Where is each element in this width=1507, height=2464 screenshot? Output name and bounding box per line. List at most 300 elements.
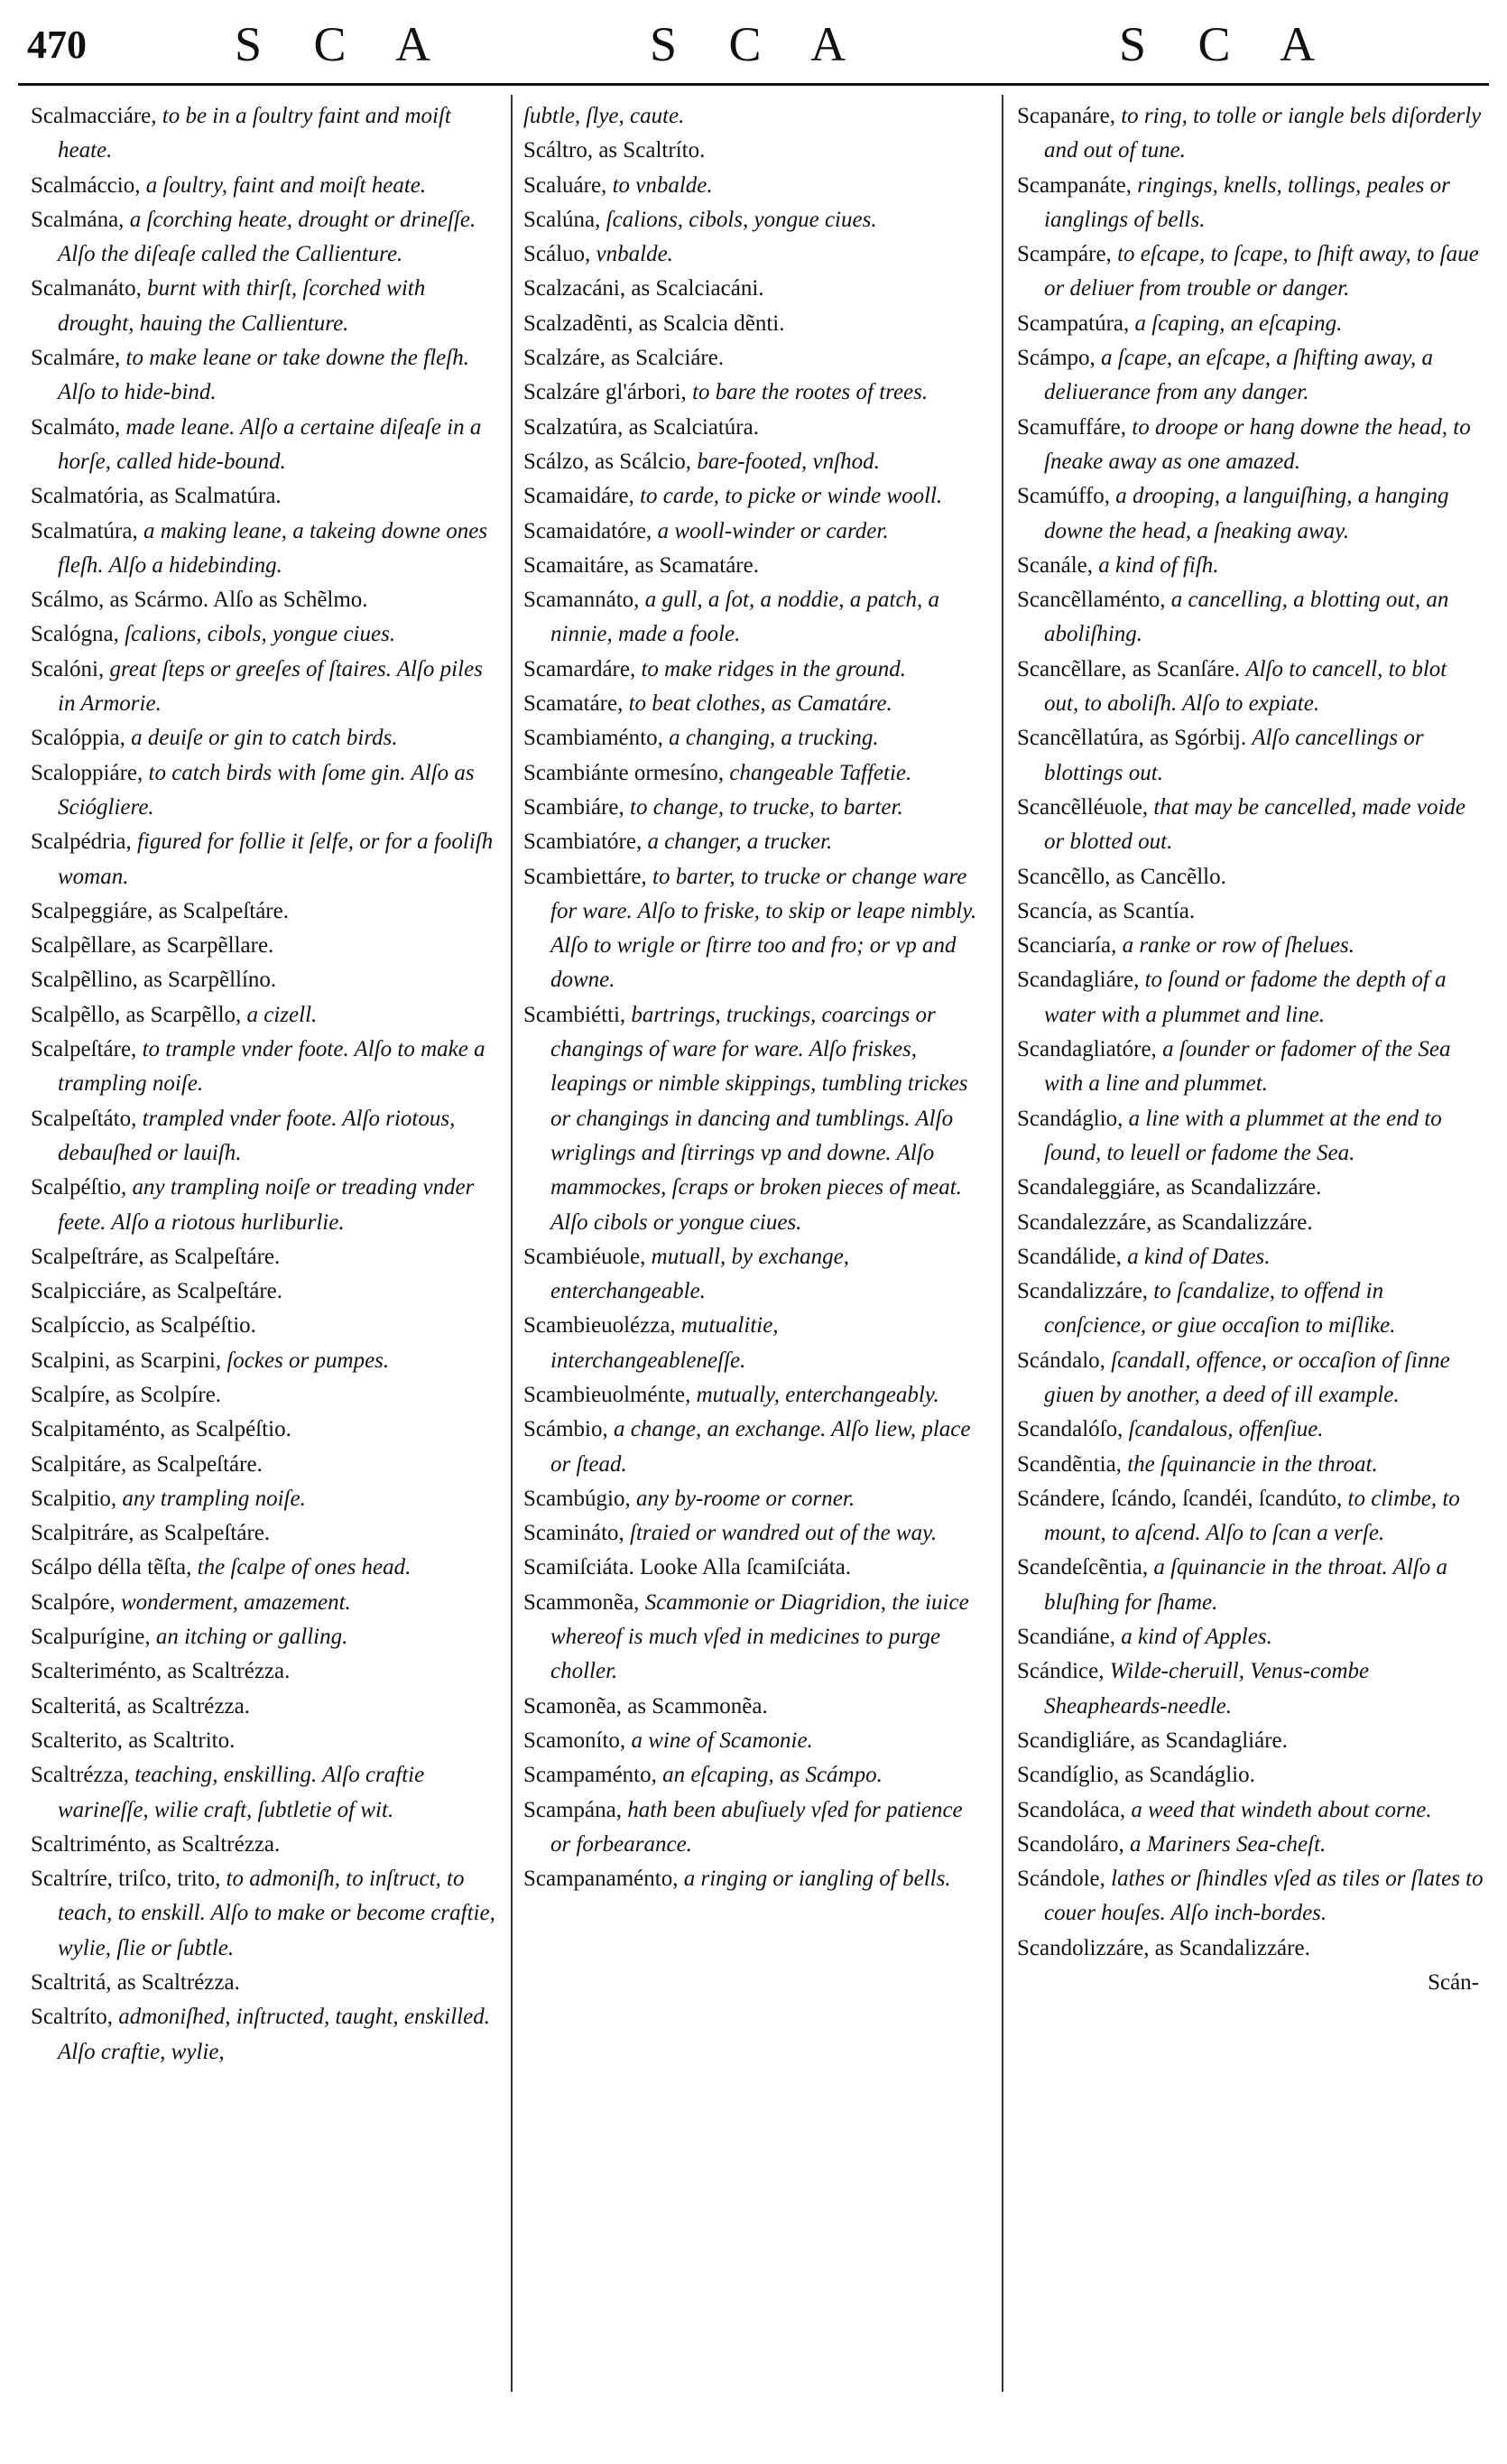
- entry-term: Scalpitráre, as Scalpeſtáre.: [31, 1521, 271, 1546]
- dictionary-entry: [31, 272, 500, 341]
- entry-term: Scambiétti,: [523, 1002, 626, 1027]
- entry-definition: figured for follie it ſelfe, or for a fooliſh woman.: [58, 829, 494, 889]
- dictionary-entry: [523, 1516, 979, 1551]
- dictionary-entry: [31, 825, 500, 894]
- entry-term: Scampána,: [523, 1797, 622, 1822]
- entry-term: Scamúffo,: [1017, 484, 1110, 509]
- entry-term: Scandáglio,: [1017, 1106, 1123, 1131]
- dictionary-entry: [1017, 1654, 1486, 1724]
- entry-definition: a making leane, a takeing downe ones fleſh. Alſo a hidebinding.: [58, 518, 488, 578]
- dictionary-entry: [31, 1448, 500, 1482]
- dictionary-entry: [1017, 1724, 1486, 1758]
- entry-term: Scalzadẽnti, as Scalcia dẽnti.: [523, 310, 785, 336]
- entry-definition: admoniſhed, inſtructed, taught, enskilled. Alſo craftie, wylie,: [58, 2005, 490, 2064]
- entry-term: Scandeſcẽntia,: [1017, 1555, 1149, 1580]
- entry-definition: an eſcaping, as Scámpo.: [662, 1763, 883, 1788]
- dictionary-entry: [523, 791, 979, 825]
- entry-definition: mutually, enterchangeably.: [696, 1382, 939, 1407]
- entry-term: Scalpíccio, as Scalpéſtio.: [31, 1313, 256, 1339]
- dictionary-entry: [1017, 169, 1486, 238]
- dictionary-entry: [31, 203, 500, 273]
- entry-definition: any trampling noiſe or treading vnder feete. Alſo a riotous hurliburlie.: [58, 1175, 475, 1235]
- entry-term: Scancẽllo, as Cancẽllo.: [1017, 864, 1226, 889]
- entry-definition: to vnbalde.: [612, 172, 713, 198]
- entry-definition: a gull, a ſot, a noddie, a patch, a ninnie, made a foole.: [550, 588, 940, 647]
- dictionary-entry: [31, 583, 500, 617]
- entry-definition: to make ridges in the ground.: [641, 656, 906, 681]
- entry-term: Scambiéuole,: [523, 1244, 646, 1269]
- dictionary-entry: [1017, 1102, 1486, 1172]
- entry-definition: to ring, to tolle or iangle bels diſorderly and out of tune.: [1044, 104, 1482, 163]
- entry-term: Scamatáre,: [523, 691, 624, 717]
- entry-term: Scáluo,: [523, 242, 591, 267]
- entry-term: Scalmacciáre,: [31, 104, 157, 128]
- entry-definition: burnt with thirſt, ſcorched with drought, hauing the Callienture.: [58, 276, 426, 336]
- entry-term: Scalzáre gl'árbori,: [523, 380, 687, 405]
- dictionary-entry: [523, 1793, 979, 1863]
- dictionary-entry: [1017, 1828, 1486, 1862]
- entry-term: Scaluáre,: [523, 172, 607, 198]
- dictionary-entry: [1017, 1793, 1486, 1828]
- column-2: [523, 99, 979, 2446]
- entry-term: Scandiáne,: [1017, 1625, 1115, 1650]
- entry-definition: wonderment, amazement.: [120, 1589, 351, 1615]
- entry-definition: a kind of fiſh.: [1098, 552, 1219, 578]
- dictionary-entry: [31, 894, 500, 929]
- entry-term: Scalterito, as Scaltrito.: [31, 1728, 236, 1753]
- dictionary-entry: [523, 1240, 979, 1310]
- entry-term: Scandoláca,: [1017, 1797, 1126, 1822]
- dictionary-entry: [523, 1758, 979, 1792]
- entry-definition: a drooping, a languiſhing, a hanging downe the head, a ſneaking away.: [1044, 484, 1449, 543]
- entry-definition: that may be cancelled, made voide or blotted out.: [1044, 794, 1466, 855]
- entry-definition: to change, to trucke, to barter.: [630, 794, 903, 820]
- dictionary-entry: [31, 1240, 500, 1274]
- dictionary-entry: [523, 375, 979, 410]
- entry-term: Scancẽllatúra, as Sgórbij.: [1017, 726, 1247, 751]
- entry-term: Scampatúra,: [1017, 310, 1130, 336]
- entry-definition: the ſcalpe of ones head.: [197, 1555, 411, 1580]
- dictionary-entry: [1017, 479, 1486, 549]
- entry-term: Scalpéſtio,: [31, 1175, 127, 1200]
- column-1: [31, 99, 500, 2446]
- entry-term: Scandoláro,: [1017, 1831, 1124, 1857]
- entry-definition: mutuall, by exchange, enterchangeable.: [550, 1244, 850, 1304]
- dictionary-entry: [31, 1690, 500, 1724]
- entry-definition: a ſquinancie in the throat. Alſo a bluſhing for ſhame.: [1044, 1555, 1447, 1615]
- entry-term: Scalzacáni, as Scalciacáni.: [523, 276, 764, 301]
- entry-term: Scancẽllaménto,: [1017, 588, 1166, 613]
- entry-definition: trampled vnder foote. Alſo riotous, debauſhed or lauiſh.: [58, 1106, 456, 1165]
- dictionary-entry: [523, 756, 979, 791]
- dictionary-entry: [1017, 307, 1486, 341]
- entry-definition: vnbalde.: [596, 242, 673, 267]
- dictionary-entry: [523, 169, 979, 203]
- dictionary-entry: [31, 1344, 500, 1378]
- entry-term: Scandolizzáre, as Scandalizzáre.: [1017, 1935, 1310, 1960]
- dictionary-entry: [31, 1828, 500, 1862]
- entry-term: Scálpo délla tẽſta,: [31, 1555, 192, 1580]
- entry-definition: changeable Taffetie.: [729, 760, 912, 785]
- entry-definition: ſcandall, offence, or occaſion of ſinne giuen by another, a deed of ill example.: [1044, 1348, 1450, 1407]
- dictionary-entry: [523, 307, 979, 341]
- dictionary-entry: [31, 1551, 500, 1585]
- dictionary-entry: [31, 617, 500, 652]
- entry-term: Scándalo,: [1017, 1348, 1105, 1373]
- dictionary-entry: [523, 99, 979, 134]
- dictionary-entry: [31, 514, 500, 584]
- entry-term: Scaltríre, triſco, trito,: [31, 1867, 221, 1892]
- dictionary-entry: [523, 1690, 979, 1724]
- entry-term: Scámbio,: [523, 1417, 608, 1442]
- entry-term: Scandẽntia,: [1017, 1451, 1122, 1477]
- entry-term: Scancẽlléuole,: [1017, 794, 1149, 820]
- entry-definition: a cizell.: [246, 1002, 318, 1027]
- dictionary-entry: [31, 653, 500, 722]
- entry-definition: ſcalions, cibols, yongue ciues.: [125, 622, 396, 647]
- entry-term: Scalpeſtáto,: [31, 1106, 137, 1131]
- entry-definition: an itching or galling.: [155, 1625, 348, 1650]
- entry-definition: to eſcape, to ſcape, to ſhift away, to ſaue or deliuer from trouble or danger.: [1044, 242, 1479, 301]
- entry-term: Scaltritá, as Scaltrézza.: [31, 1970, 240, 1996]
- entry-definition: a line with a plummet at the end to ſound, to leuell or fadome the Sea.: [1044, 1106, 1442, 1165]
- entry-definition: a Mariners Sea-cheſt.: [1129, 1831, 1327, 1857]
- entry-definition: ſockes or pumpes.: [227, 1348, 390, 1373]
- dictionary-entry: [523, 721, 979, 755]
- dictionary-entry: [1017, 1862, 1486, 1931]
- dictionary-entry: [1017, 860, 1486, 894]
- dictionary-entry: [31, 1413, 500, 1447]
- dictionary-entry: [1017, 1171, 1486, 1205]
- entry-term: Scalpitáre, as Scalpeſtáre.: [31, 1451, 263, 1477]
- entry-term: Scamináto,: [523, 1521, 624, 1546]
- dictionary-entry: [523, 1413, 979, 1482]
- entry-term: Scálmo, as Scármo. Alſo as Schẽlmo.: [31, 588, 368, 613]
- dictionary-entry: [1017, 791, 1486, 860]
- entry-term: Scaloppiáre,: [31, 760, 143, 785]
- dictionary-entry: [523, 549, 979, 583]
- header-rule: [18, 83, 1489, 86]
- running-head-right: S C A: [1119, 17, 1336, 71]
- entry-definition: ſubtle, ſlye, caute.: [523, 104, 685, 128]
- entry-term: Scalpeſtráre, as Scalpeſtáre.: [31, 1244, 281, 1269]
- dictionary-entry: [523, 583, 979, 653]
- entry-definition: mutualitie, interchangeableneſſe.: [550, 1313, 779, 1373]
- entry-definition: to admoniſh, to inſtruct, to teach, to enskill. Alſo to make or become craftie, wylie, ſlie or ſubtle.: [58, 1867, 495, 1960]
- entry-term: Scálzo, as Scálcio,: [523, 449, 692, 474]
- entry-term: Scándice,: [1017, 1659, 1105, 1684]
- entry-term: Scampáre,: [1017, 242, 1112, 267]
- entry-term: Scalzáre, as Scalciáre.: [523, 346, 725, 371]
- dictionary-entry: [31, 1033, 500, 1102]
- entry-term: Scandíglio, as Scandáglio.: [1017, 1763, 1255, 1788]
- dictionary-entry: [523, 1309, 979, 1378]
- dictionary-entry: [523, 998, 979, 1240]
- dictionary-entry: [1017, 237, 1486, 307]
- dictionary-entry: [1017, 929, 1486, 963]
- dictionary-entry: [1017, 1482, 1486, 1552]
- dictionary-entry: [523, 1482, 979, 1516]
- dictionary-entry: [1017, 99, 1486, 169]
- entry-term: Scampanaménto,: [523, 1867, 679, 1892]
- entry-definition: to trample vnder foote. Alſo to make a trampling noiſe.: [58, 1037, 485, 1097]
- entry-definition: lathes or ſhindles vſed as tiles or ſlates to couer houſes. Alſo inch-bordes.: [1044, 1867, 1484, 1926]
- entry-definition: to carde, to picke or winde wooll.: [640, 484, 943, 509]
- dictionary-entry: [523, 653, 979, 687]
- entry-definition: a wine of Scamonie.: [631, 1728, 813, 1753]
- dictionary-entry: [31, 341, 500, 411]
- dictionary-entry: [31, 411, 500, 480]
- column-3: [1017, 99, 1486, 2446]
- entry-definition: a ringing or iangling of bells.: [683, 1867, 951, 1892]
- dictionary-entry: [1017, 341, 1486, 411]
- entry-term: Scandalóſo,: [1017, 1417, 1123, 1442]
- entry-term: Scalpicciáre, as Scalpeſtáre.: [31, 1279, 283, 1304]
- dictionary-entry: [523, 1724, 979, 1758]
- entry-definition: bare-footed, vnſhod.: [697, 449, 880, 474]
- dictionary-entry: [31, 1654, 500, 1689]
- entry-term: Scalmáto,: [31, 414, 121, 440]
- dictionary-entry: [1017, 1551, 1486, 1620]
- entry-term: Scammonẽa,: [523, 1589, 640, 1615]
- dictionary-entry: [1017, 549, 1486, 583]
- entry-term: Scalpurígine,: [31, 1625, 151, 1650]
- entry-definition: ſcalions, cibols, yongue ciues.: [606, 207, 877, 232]
- entry-term: Scamonẽa, as Scammonẽa.: [523, 1693, 768, 1718]
- catchword: Scán-: [1428, 1970, 1479, 1996]
- entry-definition: to catch birds with ſome gin. Alſo as Sciógliere.: [58, 760, 475, 820]
- entry-term: Scalógna,: [31, 622, 119, 647]
- entry-term: Scambieuolézza,: [523, 1313, 676, 1339]
- entry-term: Scalpíre, as Scolpíre.: [31, 1382, 222, 1407]
- entry-term: Scamannáto,: [523, 588, 640, 613]
- entry-term: Scambiaménto,: [523, 726, 663, 751]
- entry-term: Scalmatúra,: [31, 518, 138, 543]
- entry-definition: to beat clothes, as Camatáre.: [628, 691, 892, 717]
- dictionary-entry: [31, 1516, 500, 1551]
- entry-definition: to barter, to trucke or change ware for ware. Alſo to friske, to skip or leape nimbly. Alſo to wrigle or ſtirre too and fro; or vp and downe.: [550, 864, 977, 993]
- entry-term: Scalúna,: [523, 207, 601, 232]
- entry-term: Scanciaría,: [1017, 933, 1117, 959]
- entry-term: Scalpeggiáre, as Scalpeſtáre.: [31, 898, 289, 923]
- entry-term: Scámpo,: [1017, 346, 1096, 371]
- entry-definition: hath been abuſiuely vſed for patience or forbearance.: [550, 1797, 963, 1857]
- entry-definition: made leane. Alſo a certaine diſeaſe in a horſe, called hide-bound.: [58, 414, 482, 474]
- dictionary-entry: [523, 134, 979, 168]
- dictionary-entry: [31, 998, 500, 1033]
- entry-definition: to make leane or take downe the fleſh. Alſo to hide-bind.: [58, 346, 469, 405]
- entry-definition: a ſcape, an eſcape, a ſhifting away, a deliuerance from any danger.: [1044, 346, 1434, 405]
- dictionary-entry: [523, 860, 979, 998]
- entry-definition: Wilde-cheruill, Venus-combe Sheapheards-needle.: [1044, 1659, 1370, 1718]
- dictionary-entry: [31, 963, 500, 997]
- dictionary-entry: [523, 1586, 979, 1690]
- entry-term: Scambúgio,: [523, 1486, 631, 1511]
- page-header: [18, 5, 1489, 78]
- dictionary-entry: [31, 479, 500, 514]
- dictionary-entry: [523, 479, 979, 514]
- dictionary-entry: [1017, 1413, 1486, 1447]
- dictionary-entry: [1017, 1206, 1486, 1240]
- dictionary-entry: [523, 514, 979, 549]
- entry-term: Scalzatúra, as Scalciatúra.: [523, 414, 759, 440]
- dictionary-entry: [31, 1378, 500, 1413]
- entry-term: Scamuffáre,: [1017, 414, 1127, 440]
- dictionary-entry: [1017, 1274, 1486, 1344]
- running-head-center: S C A: [650, 17, 866, 71]
- dictionary-entry: [523, 1378, 979, 1413]
- dictionary-entry: [31, 756, 500, 826]
- entry-definition: bartrings, truckings, coarcings or changings of ware for ware. Alſo friskes, leapings or nimble skippings, tumbling trickes or changings in dancing and tumblings. Alſo wriglings and ſtirrings vp and downe. Alſo mammockes, ſcraps or broken pieces of meat. Alſo cibols or yongue ciues.: [550, 1002, 968, 1235]
- entry-definition: great ſteps or greeſes of ſtaires. Alſo piles in Armorie.: [58, 656, 483, 717]
- dictionary-entry: [31, 1274, 500, 1309]
- entry-term: Scaltríto,: [31, 2005, 113, 2030]
- entry-definition: a weed that windeth about corne.: [1131, 1797, 1432, 1822]
- entry-term: Scamaidatóre,: [523, 518, 652, 543]
- entry-term: Scalteriménto, as Scaltrézza.: [31, 1659, 291, 1684]
- dictionary-entry: [523, 445, 979, 479]
- dictionary-entry: [31, 1102, 500, 1172]
- entry-term: Scalpẽllare, as Scarpẽllare.: [31, 933, 274, 959]
- dictionary-entry: [523, 411, 979, 445]
- dictionary-entry: [1017, 653, 1486, 722]
- dictionary-entry: [31, 1724, 500, 1758]
- entry-definition: a ranke or row of ſhelues.: [1122, 933, 1354, 959]
- dictionary-entry: [31, 1482, 500, 1516]
- entry-term: Scandaleggiáre, as Scandalizzáre.: [1017, 1175, 1322, 1200]
- entry-term: Scalmáccio,: [31, 172, 141, 198]
- entry-term: Scapanáre,: [1017, 104, 1115, 128]
- dictionary-entry: [31, 1171, 500, 1240]
- dictionary-entry: [523, 1551, 979, 1585]
- dictionary-entry: [1017, 583, 1486, 653]
- dictionary-entry: [523, 237, 979, 272]
- entry-term: Scambiáre,: [523, 794, 624, 820]
- entry-term: Scaltriménto, as Scaltrézza.: [31, 1831, 281, 1857]
- dictionary-entry: [1017, 1931, 1486, 1966]
- entry-term: Scamoníto,: [523, 1728, 626, 1753]
- dictionary-entry: [31, 169, 500, 203]
- dictionary-entry: [31, 1586, 500, 1620]
- dictionary-entry: [523, 1862, 979, 1896]
- dictionary-entry: [1017, 894, 1486, 929]
- entry-term: Scalmanáto,: [31, 276, 142, 301]
- entry-term: Scalpini, as Scarpini,: [31, 1348, 222, 1373]
- entry-definition: to be in a ſoultry faint and moiſt heate.: [58, 104, 451, 163]
- entry-term: Scambiatóre,: [523, 829, 643, 855]
- entry-term: Scalmána,: [31, 207, 125, 232]
- entry-term: Scalóppia,: [31, 726, 125, 751]
- dictionary-entry: [1017, 963, 1486, 1033]
- entry-term: Scancía, as Scantía.: [1017, 898, 1196, 923]
- entry-term: Scandalezzáre, as Scandalizzáre.: [1017, 1209, 1313, 1235]
- entry-definition: to ſound or fadome the depth of a water with a plummet and line.: [1044, 968, 1447, 1027]
- entry-term: Scalpẽllino, as Scarpẽllíno.: [31, 968, 277, 993]
- entry-term: Scambiettáre,: [523, 864, 647, 889]
- entry-definition: a kind of Dates.: [1127, 1244, 1271, 1269]
- entry-term: Scalmatória, as Scalmatúra.: [31, 484, 282, 509]
- entry-definition: a ſcaping, an eſcaping.: [1134, 310, 1343, 336]
- entry-term: Scampanáte,: [1017, 172, 1133, 198]
- entry-definition: to bare the rootes of trees.: [692, 380, 929, 405]
- entry-term: Scancẽllare, as Scanſáre.: [1017, 656, 1241, 681]
- entry-term: Scampaménto,: [523, 1763, 657, 1788]
- entry-definition: a wooll-winder or carder.: [657, 518, 889, 543]
- dictionary-entry: [523, 341, 979, 375]
- dictionary-entry: [31, 1862, 500, 1966]
- dictionary-entry: [31, 1620, 500, 1654]
- entry-term: Scalpédria,: [31, 829, 132, 855]
- entry-definition: ringings, knells, tollings, peales or ianglings of bells.: [1044, 172, 1450, 232]
- entry-term: Scalpeſtáre,: [31, 1037, 137, 1062]
- entry-term: Scalpitio,: [31, 1486, 117, 1511]
- entry-definition: a ſoultry, faint and moiſt heate.: [145, 172, 427, 198]
- entry-definition: a change, an exchange. Alſo liew, place or ſtead.: [550, 1417, 971, 1477]
- entry-term: Scamaitáre, as Scamatáre.: [523, 552, 759, 578]
- entry-definition: a ſounder or fadomer of the Sea with a line and plummet.: [1044, 1037, 1451, 1097]
- dictionary-entry: [1017, 1240, 1486, 1274]
- dictionary-entry: [1017, 1448, 1486, 1482]
- entry-term: Scandalizzáre,: [1017, 1279, 1149, 1304]
- entry-term: Scandagliáre,: [1017, 968, 1140, 993]
- dictionary-entry: [523, 203, 979, 237]
- entry-definition: the ſquinancie in the throat.: [1127, 1451, 1378, 1477]
- entry-definition: to climbe, to mount, to aſcend. Alſo to ſcan a verſe.: [1044, 1486, 1460, 1546]
- entry-term: Scamardáre,: [523, 656, 636, 681]
- entry-definition: Alſo cancellings or blottings out.: [1044, 726, 1424, 785]
- column-divider: [511, 95, 513, 2392]
- entry-definition: a deuiſe or gin to catch birds.: [131, 726, 398, 751]
- entry-term: Scandagliatóre,: [1017, 1037, 1157, 1062]
- entry-term: Scamaidáre,: [523, 484, 634, 509]
- entry-definition: a ſcorching heate, drought or drineſſe. Alſo the diſeaſe called the Callienture.: [58, 207, 476, 267]
- entry-term: Scáltro, as Scaltríto.: [523, 138, 706, 163]
- dictionary-entry: [31, 1309, 500, 1343]
- entry-definition: ſcandalous, offenſiue.: [1128, 1417, 1324, 1442]
- dictionary-entry: [1017, 1344, 1486, 1413]
- entry-definition: a cancelling, a blotting out, an aboliſhing.: [1044, 588, 1449, 647]
- entry-definition: a changer, a trucker.: [647, 829, 833, 855]
- dictionary-entry: [1017, 411, 1486, 480]
- dictionary-entry: [31, 721, 500, 755]
- entry-term: Scambiánte ormesíno,: [523, 760, 725, 785]
- dictionary-entry: [31, 2000, 500, 2070]
- entry-term: Scanále,: [1017, 552, 1093, 578]
- entry-term: Scambieuolménte,: [523, 1382, 691, 1407]
- entry-term: Scandigliáre, as Scandagliáre.: [1017, 1728, 1288, 1753]
- entry-definition: teaching, enskilling. Alſo craftie warineſſe, wilie craft, ſubtletie of wit.: [58, 1763, 425, 1822]
- entry-term: Scaltrézza,: [31, 1763, 129, 1788]
- dictionary-entry: [1017, 1758, 1486, 1792]
- entry-term: Scándole,: [1017, 1867, 1105, 1892]
- entry-definition: a kind of Apples.: [1121, 1625, 1272, 1650]
- dictionary-entry: [1017, 721, 1486, 791]
- entry-term: Scalóni,: [31, 656, 105, 681]
- entry-term: Scalmáre,: [31, 346, 121, 371]
- entry-term: Scamiſciáta. Looke Alla ſcamiſciáta.: [523, 1555, 852, 1580]
- entry-definition: ſtraied or wandred out of the way.: [630, 1521, 938, 1546]
- entry-term: Scándere, ſcándo, ſcandéi, ſcandúto,: [1017, 1486, 1343, 1511]
- dictionary-entry: [523, 825, 979, 859]
- dictionary-entry: [31, 1966, 500, 2000]
- entry-definition: to ſcandalize, to offend in conſcience, or giue occaſion to miſlike.: [1044, 1279, 1396, 1339]
- entry-term: Scalpẽllo, as Scarpẽllo,: [31, 1002, 242, 1027]
- dictionary-entry: [31, 1758, 500, 1828]
- entry-term: Scalpóre,: [31, 1589, 116, 1615]
- dictionary-entry: [523, 272, 979, 306]
- dictionary-entry: [523, 687, 979, 721]
- page-number: 470: [27, 23, 87, 67]
